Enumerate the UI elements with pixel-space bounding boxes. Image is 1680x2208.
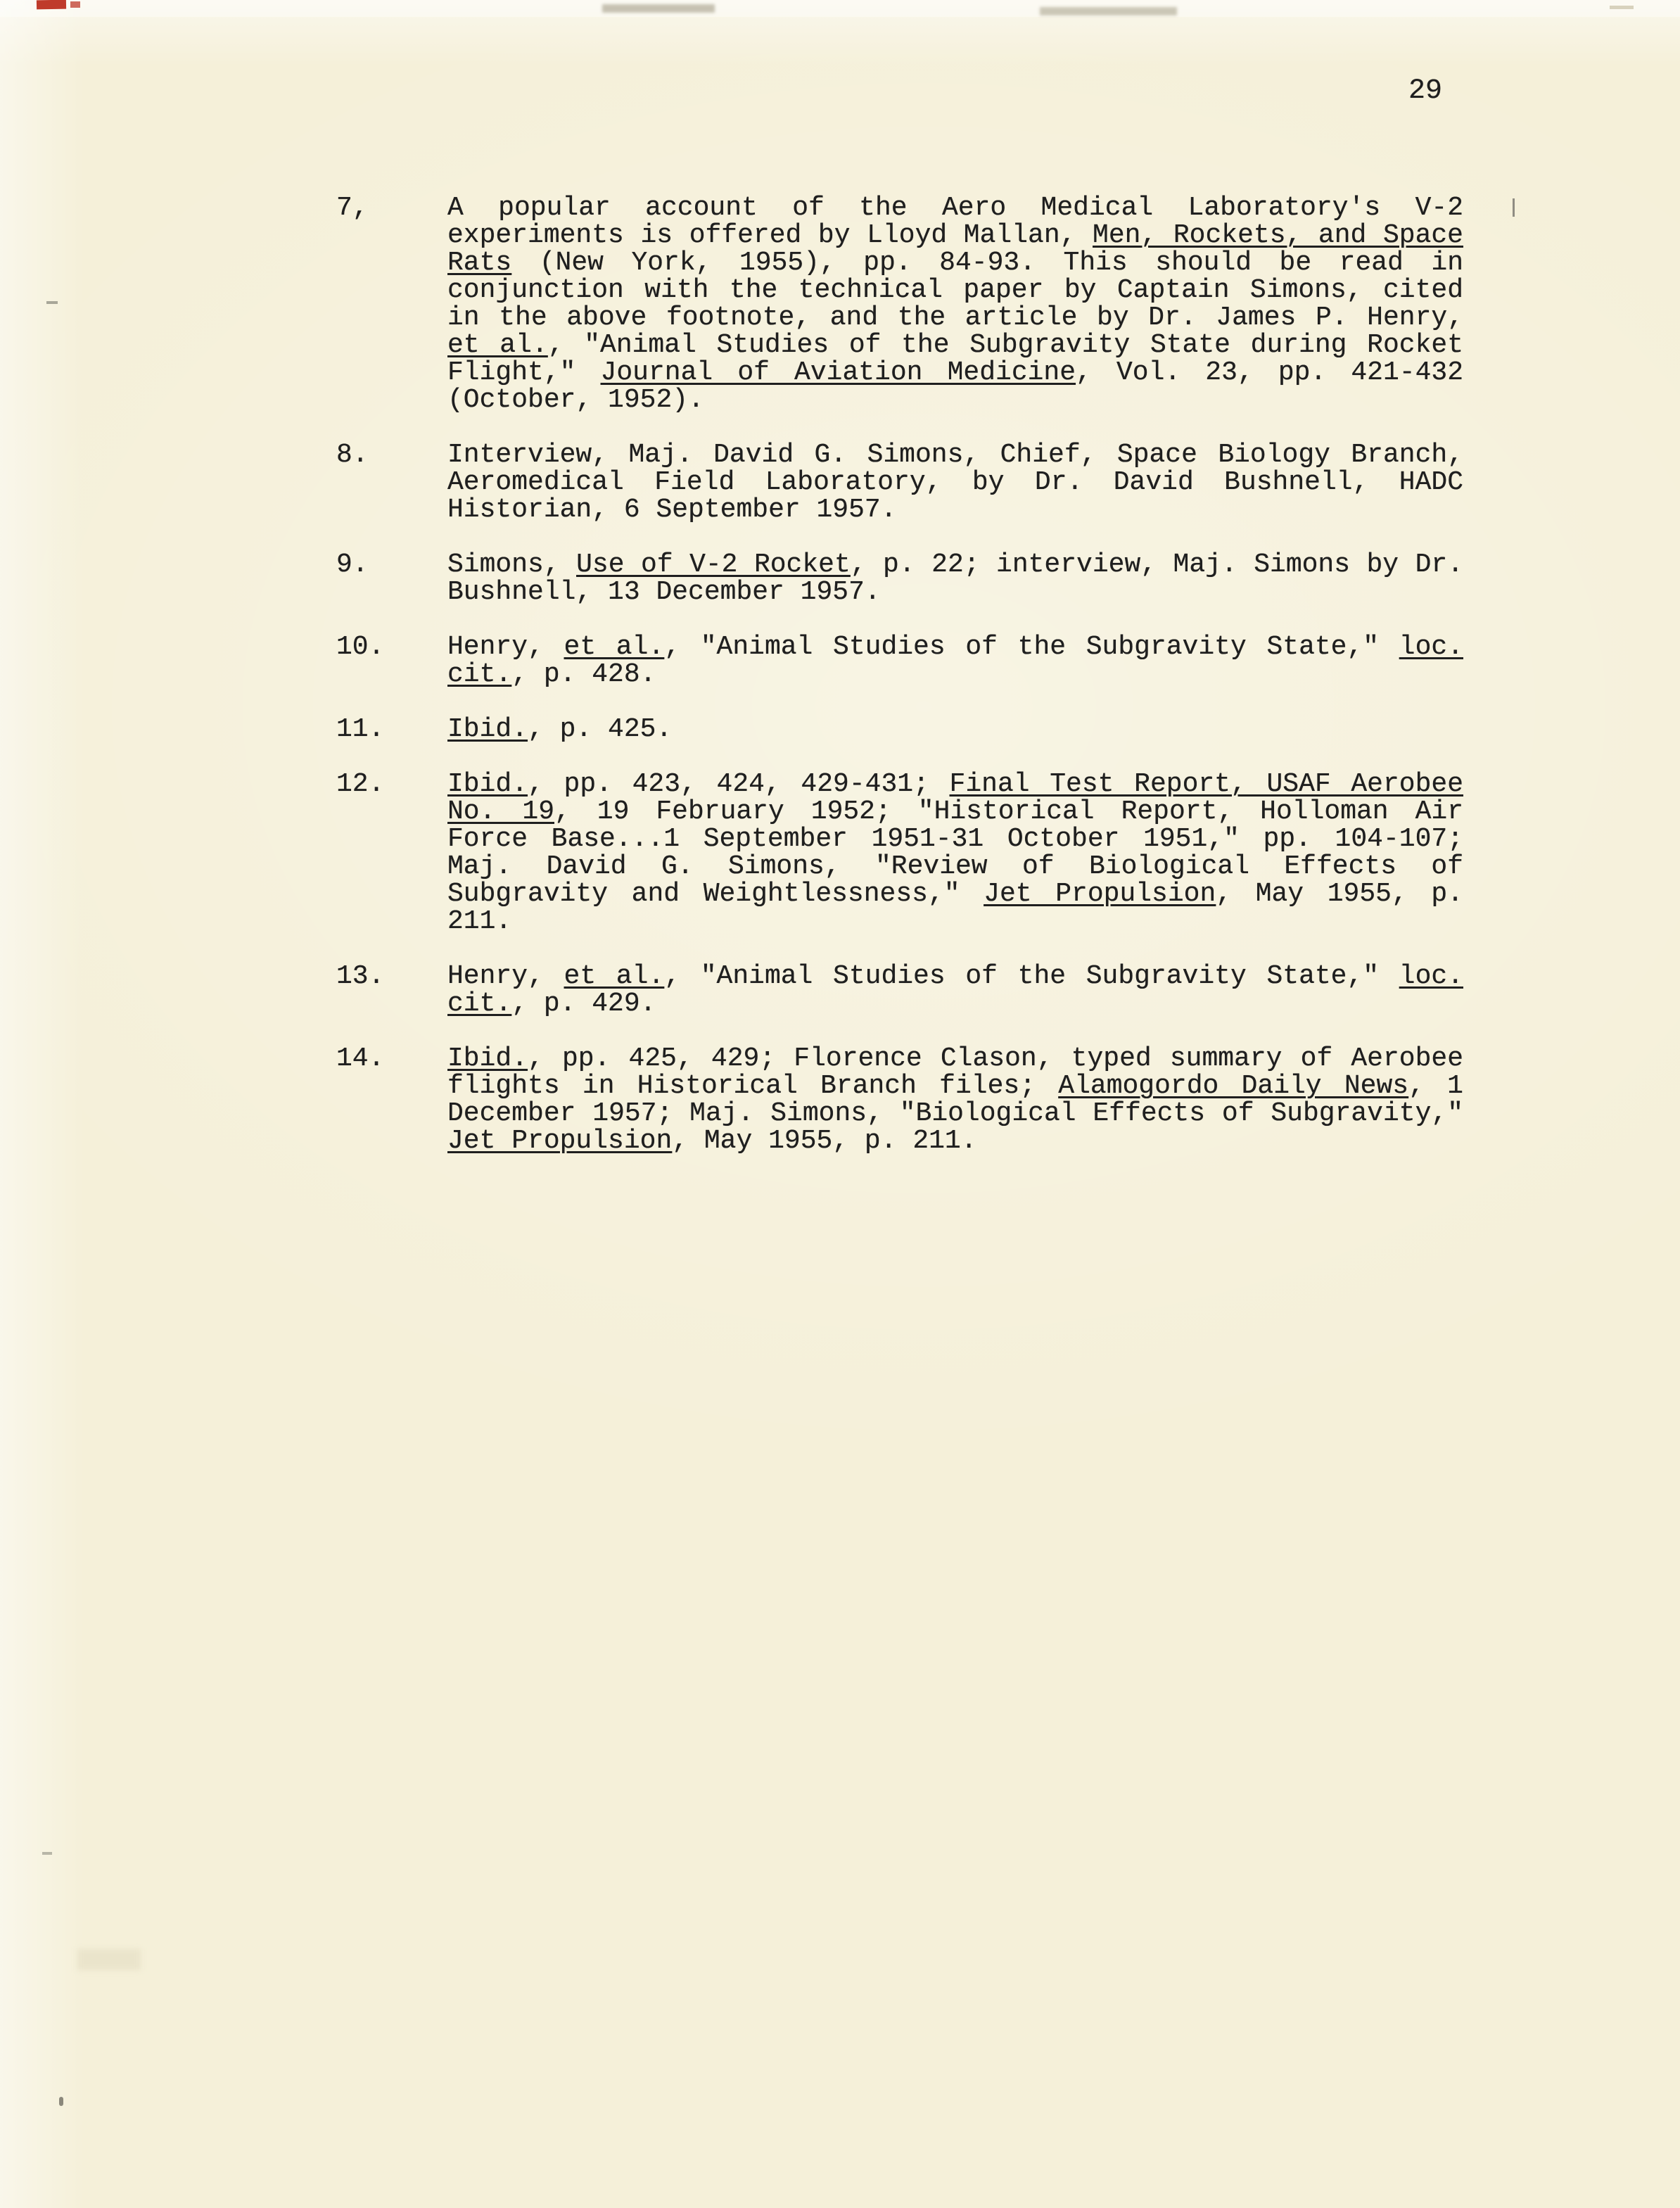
underlined-title: Ibid.: [447, 714, 528, 744]
footnote-number: 10.: [336, 632, 385, 662]
underlined-title: Ibid.: [447, 1043, 528, 1074]
scan-smudge: [77, 1949, 141, 1970]
underlined-title: Jet Propulsion: [984, 879, 1216, 909]
footnote-number: 9.: [336, 550, 369, 580]
footnote-text: Henry, et al., "Animal Studies of the Subgravity State," loc. cit., p. 429.: [447, 961, 1463, 1019]
scan-stray-mark: [46, 301, 58, 304]
scan-ghost-type: [602, 4, 715, 13]
footnote-text: A popular account of the Aero Medical Laboratory's V-2 experiments is offered by Lloyd Mallan, Men, Rockets, and Space Rats (New York, 1955), pp. 84-93. This should be read in conjunction with the technical paper by Captain Simons, cited in the above footnote, and the article by Dr. James P. Henry, et al., "Animal Studies of the Subgravity State during Rocket Flight," Journal of Aviation Medicine, Vol. 23, pp. 421-432 (October, 1952).: [447, 193, 1463, 415]
footnote-text: Ibid., pp. 425, 429; Florence Clason, typed summary of Aerobee flights in Historical Branch files; Alamogordo Daily News, 1 December 1957; Maj. Simons, "Biological Effects of Subgravity," Jet Propulsion, May 1955, p. 211.: [447, 1043, 1463, 1156]
underlined-title: Jet Propulsion: [447, 1126, 673, 1156]
scan-ghost-type: [1040, 7, 1177, 15]
footnote-number: 8.: [336, 440, 369, 470]
footnote-number: 13.: [336, 961, 385, 991]
underlined-title: et al.: [564, 632, 665, 662]
footnote: [336, 1045, 1463, 1155]
footnote-text: Ibid., pp. 423, 424, 429-431; Final Test Report, USAF Aerobee No. 19, 19 February 1952; "Historical Report, Holloman Air Force Base...1 September 1951-31 October 1951," pp. 104-107; Maj. David G. Simons, "Review of Biological Effects of Subgravity and Weightlessness," Jet Propulsion, May 1955, p. 211.: [447, 769, 1463, 937]
scan-stray-mark: [59, 2097, 63, 2106]
scan-stray-mark: [42, 1852, 52, 1855]
footnote: [336, 963, 1463, 1017]
footnote: [336, 716, 1463, 743]
footnote: [336, 551, 1463, 606]
underlined-title: Final Test Report, USAF Aerobee No. 19: [447, 769, 1463, 827]
underlined-title: Men, Rockets, and Space Rats: [447, 220, 1463, 278]
footnote-text: Interview, Maj. David G. Simons, Chief, Space Biology Branch, Aeromedical Field Laboratory, by Dr. David Bushnell, HADC Historian, 6 September 1957.: [447, 440, 1463, 525]
underlined-title: Ibid.: [447, 769, 528, 799]
footnote-text: Ibid., p. 425.: [447, 714, 673, 744]
footnote-list: [336, 194, 1463, 1182]
footnote-text: Henry, et al., "Animal Studies of the Subgravity State," loc. cit., p. 428.: [447, 632, 1463, 690]
scan-red-mark: [70, 1, 80, 8]
underlined-title: et al.: [564, 961, 665, 991]
footnote-number: 7,: [336, 193, 369, 223]
underlined-title: loc. cit.: [447, 961, 1463, 1019]
scan-edge-dash: [1610, 6, 1634, 9]
scan-red-mark: [37, 0, 66, 9]
footnote-number: 11.: [336, 714, 385, 744]
footnote: [336, 770, 1463, 935]
footnote-number: 14.: [336, 1043, 385, 1074]
underlined-title: Use of V-2 Rocket: [576, 550, 851, 580]
underlined-title: Journal of Aviation Medicine: [600, 357, 1076, 388]
footnote-text: Simons, Use of V-2 Rocket, p. 22; interview, Maj. Simons by Dr. Bushnell, 13 December 1957.: [447, 550, 1463, 607]
page-number: 29: [1408, 75, 1443, 107]
scan-top-edge: [0, 0, 1680, 17]
underlined-title: Alamogordo Daily News: [1058, 1071, 1409, 1101]
underlined-title: loc. cit.: [447, 632, 1463, 690]
scan-stray-mark: [1513, 198, 1515, 217]
underlined-title: et al.: [447, 330, 548, 360]
footnote-number: 12.: [336, 769, 385, 799]
footnote: [336, 194, 1463, 414]
footnote: [336, 633, 1463, 688]
footnote: [336, 441, 1463, 524]
